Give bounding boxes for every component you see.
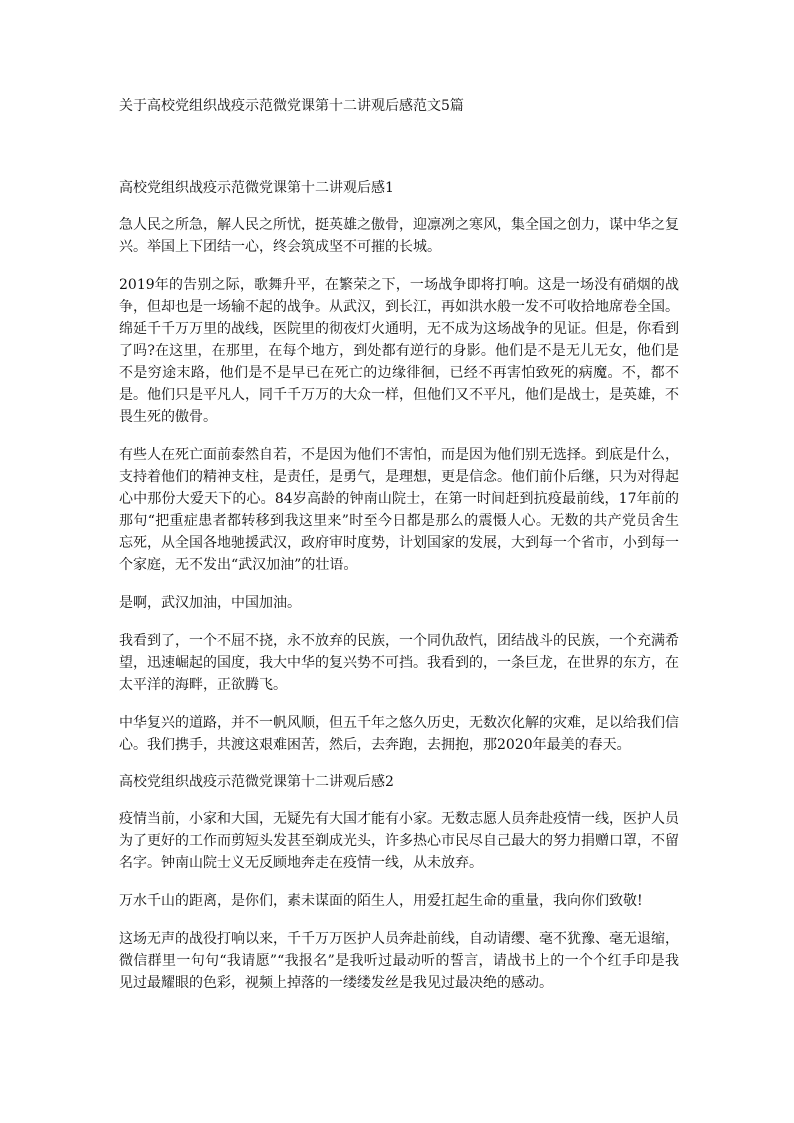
body-paragraph: 2019年的告别之际，歌舞升平，在繁荣之下，一场战争即将打响。这是一场没有硝烟的战争，但却也是一场输不起的战争。从武汉，到长江，再如洪水般一发不可收拾地席卷全国。绵延千千万万里的战线，医院里的彻夜灯火通明，无不成为这场战争的见证。但是，你看到了吗?在这里，在那里，在每个地方，到处都有逆行的身影。他们是不是无儿无女，他们是不是穷途末路，他们是不是早已在死亡的边缘徘徊，已经不再害怕致死的病魔。不，都不是。他们只是平凡人，同千千万万的大众一样，但他们又不平凡，他们是战士，是英雄，不畏生死的傲骨。	[119, 277, 679, 425]
body-paragraph: 万水千山的距离，是你们，素未谋面的陌生人，用爱扛起生命的重量，我向你们致敬!	[119, 893, 643, 909]
body-paragraph: 急人民之所急，解人民之所忧，挺英雄之傲骨，迎凛冽之寒风，集全国之创力，谋中华之复兴。举国上下团结一心，终会筑成坚不可摧的长城。	[119, 217, 679, 255]
section-heading: 高校党组织战疫示范微党课第十二讲观后感1	[119, 180, 394, 196]
body-paragraph: 中华复兴的道路，并不一帆风顺，但五千年之悠久历史，无数次化解的灾难，足以给我们信心。我们携手，共渡这艰难困苦，然后，去奔跑，去拥抱，那2020年最美的春天。	[119, 715, 679, 753]
body-paragraph: 我看到了，一个不屈不挠，永不放弃的民族，一个同仇敌忾，团结战斗的民族，一个充满希望，迅速崛起的国度，我大中华的复兴势不可挡。我看到的，一条巨龙，在世界的东方，在太平洋的海畔，正欲腾飞。	[119, 633, 679, 693]
body-paragraph: 这场无声的战役打响以来，千千万万医护人员奔赴前线，自动请缨、毫不犹豫、毫无退缩，微信群里一句句“我请愿”“我报名”是我听过最动听的誓言，请战书上的一个个红手印是我见过最耀眼的色彩，视频上掉落的一缕缕发丝是我见过最决绝的感动。	[119, 931, 679, 991]
section-heading: 高校党组织战疫示范微党课第十二讲观后感2	[119, 774, 394, 790]
body-paragraph: 有些人在死亡面前泰然自若，不是因为他们不害怕，而是因为他们别无选择。到底是什么，支持着他们的精神支柱，是责任，是勇气，是理想，更是信念。他们前仆后继，只为对得起心中那份大爱天下的心。84岁高龄的钟南山院士，在第一时间赶到抗疫最前线，17年前的那句“把重症患者都转移到我这里来”时至今日都是那么的震慑人心。无数的共产党员舍生忘死，从全国各地驰援武汉，政府审时度势，计划国家的发展，大到每一个省市，小到每一个家庭，无不发出“武汉加油”的壮语。	[119, 447, 679, 573]
body-paragraph: 是啊，武汉加油，中国加油。	[119, 595, 301, 611]
body-paragraph: 疫情当前，小家和大国，无疑先有大国才能有小家。无数志愿人员奔赴疫情一线，医护人员为了更好的工作而剪短头发甚至剃成光头，许多热心市民尽自己最大的努力捐赠口罩，不留名字。钟南山院士义无反顾地奔走在疫情一线，从未放弃。	[119, 811, 679, 871]
document-title: 关于高校党组织战疫示范微党课第十二讲观后感范文5篇	[119, 98, 464, 114]
document-body	[119, 178, 679, 1010]
